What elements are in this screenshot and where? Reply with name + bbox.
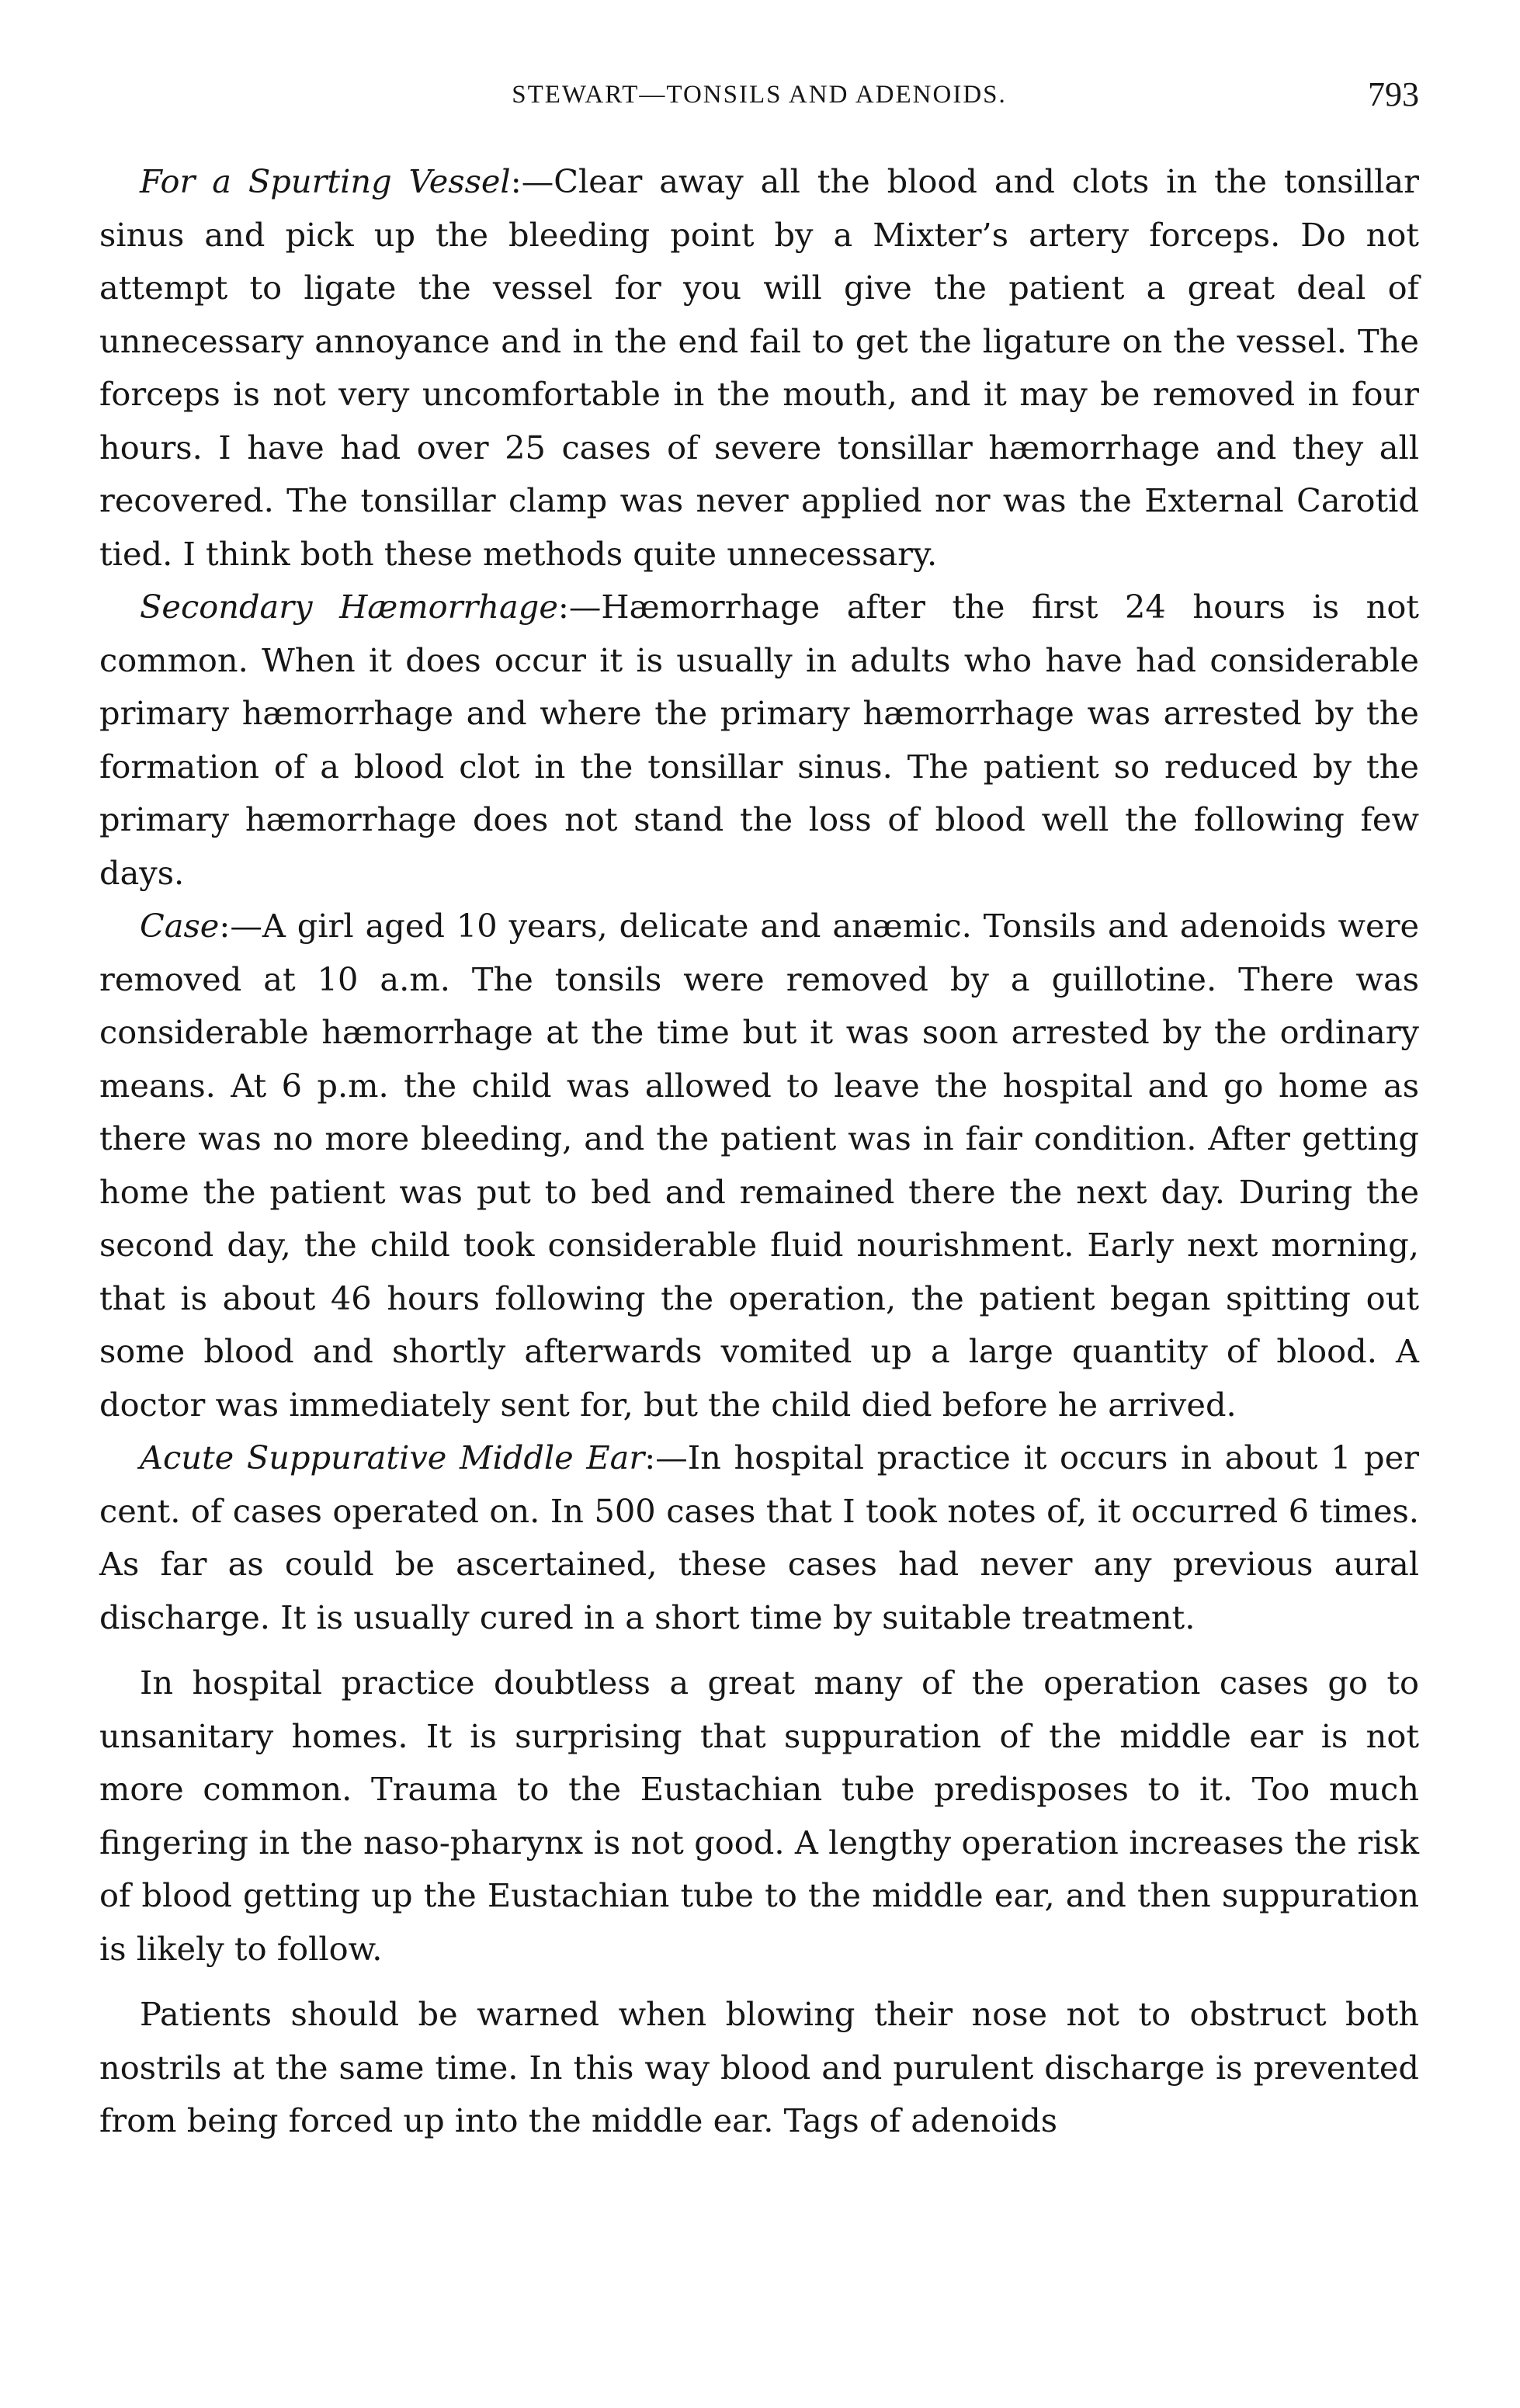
running-head: [99, 75, 1419, 121]
paragraph-text: :—A girl aged 10 years, delicate and anæmic. Tonsils and adenoids were removed at 10 a.m. The tonsils were removed by a guillotine. There was considerable hæmorrhage at the time but it was soon arrested by the ordinary means. At 6 p.m. the child was allowed to leave the hospital and go home as there was no more bleeding, and the patient was in fair condition. After getting home the patient was put to bed and remained there the next day. During the second day, the child took considerable fluid nourishment. Early next morning, that is about 46 hours following the operation, the patient began spitting out some blood and shortly afterwards vomited up a large quantity of blood. A doctor was immediately sent for, but the child died before he arrived.: [99, 907, 1419, 1424]
paragraph-secondary-haemorrhage: [99, 581, 1419, 900]
paragraph-spurting-vessel: [99, 155, 1419, 581]
paragraph-hospital-practice: [99, 1657, 1419, 1976]
paragraph-case: [99, 900, 1419, 1431]
paragraph-lead: Case: [140, 907, 220, 945]
paragraph-text: :—In hospital practice it occurs in about 1 per cent. of cases operated on. In 500 cases that I took notes of, it occurred 6 times. As far as could be ascertained, these cases had never any previous aural discharge. It is usually cured in a short time by suitable treatment.: [99, 1438, 1419, 1636]
running-title: STEWART—TONSILS AND ADENOIDS.: [512, 81, 1007, 109]
body-text: [99, 155, 1419, 2148]
paragraph-acute-suppurative-middle-ear: [99, 1431, 1419, 1644]
paragraph-text: In hospital practice doubtless a great many of the operation cases go to unsanitary homes. It is surprising that suppuration of the middle ear is not more common. Trauma to the Eustachian tube predisposes to it. Too much fingering in the naso-pharynx is not good. A lengthy operation increases the risk of blood getting up the Eustachian tube to the middle ear, and then suppuration is likely to follow.: [99, 1664, 1419, 1968]
paragraph-text: :—Clear away all the blood and clots in the tonsillar sinus and pick up the bleeding point by a Mixter’s artery forceps. Do not attempt to ligate the vessel for you will give the patient a great deal of unnecessary annoyance and in the end fail to get the ligature on the vessel. The forceps is not very uncomfortable in the mouth, and it may be removed in four hours. I have had over 25 cases of severe tonsillar hæmorrhage and they all recovered. The tonsillar clamp was never applied nor was the External Carotid tied. I think both these methods quite unnecessary.: [99, 162, 1419, 573]
paragraph-lead: Secondary Hæmorrhage: [140, 588, 558, 626]
paragraph-lead: Acute Suppurative Middle Ear: [140, 1438, 645, 1476]
paragraph-lead: For a Spurting Vessel: [140, 162, 511, 200]
paragraph-text: :—Hæmorrhage after the first 24 hours is not common. When it does occur it is usually in adults who have had considerable primary hæmorrhage and where the primary hæmorrhage was arrested by the formation of a blood clot in the tonsillar sinus. The patient so reduced by the primary hæmorrhage does not stand the loss of blood well the following few days.: [99, 588, 1419, 892]
paragraph-patients-warning: [99, 1988, 1419, 2148]
page-number: 793: [1368, 75, 1419, 113]
paragraph-text: Patients should be warned when blowing their nose not to obstruct both nostrils at the same time. In this way blood and purulent discharge is prevented from being forced up into the middle ear. Tags of adenoids: [99, 1995, 1419, 2139]
